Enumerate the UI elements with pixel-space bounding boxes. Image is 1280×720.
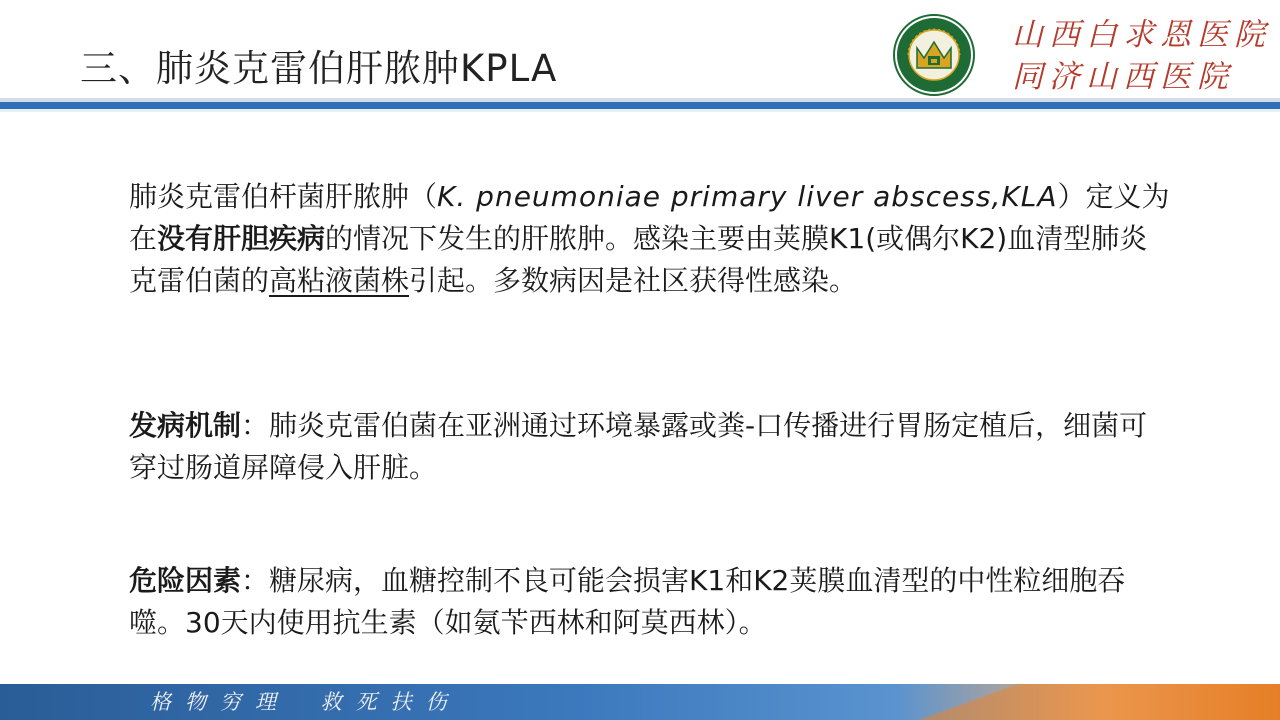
definition-suffix: ）定义为在: [129, 180, 1170, 255]
definition-middle: 的情况下发生的肝脓肿。感染主要由荚膜K1(或偶尔K2)血清型肺炎克雷伯菌的: [129, 222, 1148, 297]
hospital-logo: [893, 14, 975, 96]
pathogenesis-label: 发病机制: [129, 409, 242, 442]
definition-underlined-term: 高粘液菌株: [269, 264, 410, 297]
header-divider: [0, 98, 1280, 112]
definition-bold-term: 没有肝胆疾病: [157, 222, 326, 255]
definition-prefix: 肺炎克雷伯杆菌肝脓肿（: [129, 180, 438, 213]
risk-factors-label: 危险因素: [129, 564, 242, 597]
definition-paragraph: [129, 176, 1174, 302]
hospital-name-line-2: 同济山西医院: [1012, 59, 1234, 95]
definition-end: 引起。多数病因是社区获得性感染。: [409, 264, 858, 297]
footer-motto: 格物穷理 救死扶伤: [150, 690, 461, 714]
slide-title: 三、肺炎克雷伯肝脓肿KPLA: [80, 47, 558, 90]
risk-factors-paragraph: [129, 560, 1174, 644]
hospital-name-calligraphy: [1012, 14, 1272, 98]
risk-factors-text: ：糖尿病，血糖控制不良可能会损害K1和K2荚膜血清型的中性粒细胞吞噬。30天内使用抗生素（如氨苄西林和阿莫西林）。: [129, 564, 1126, 639]
pathogenesis-paragraph: [129, 405, 1174, 489]
definition-latin-term: K. pneumoniae primary liver abscess,KLA: [437, 180, 1058, 213]
pathogenesis-text: ：肺炎克雷伯菌在亚洲通过环境暴露或粪-口传播进行胃肠定植后，细菌可穿过肠道屏障侵入肝脏。: [129, 409, 1148, 484]
footer-accent: [700, 684, 1280, 720]
hospital-name-line-1: 山西白求恩医院: [1012, 17, 1271, 53]
